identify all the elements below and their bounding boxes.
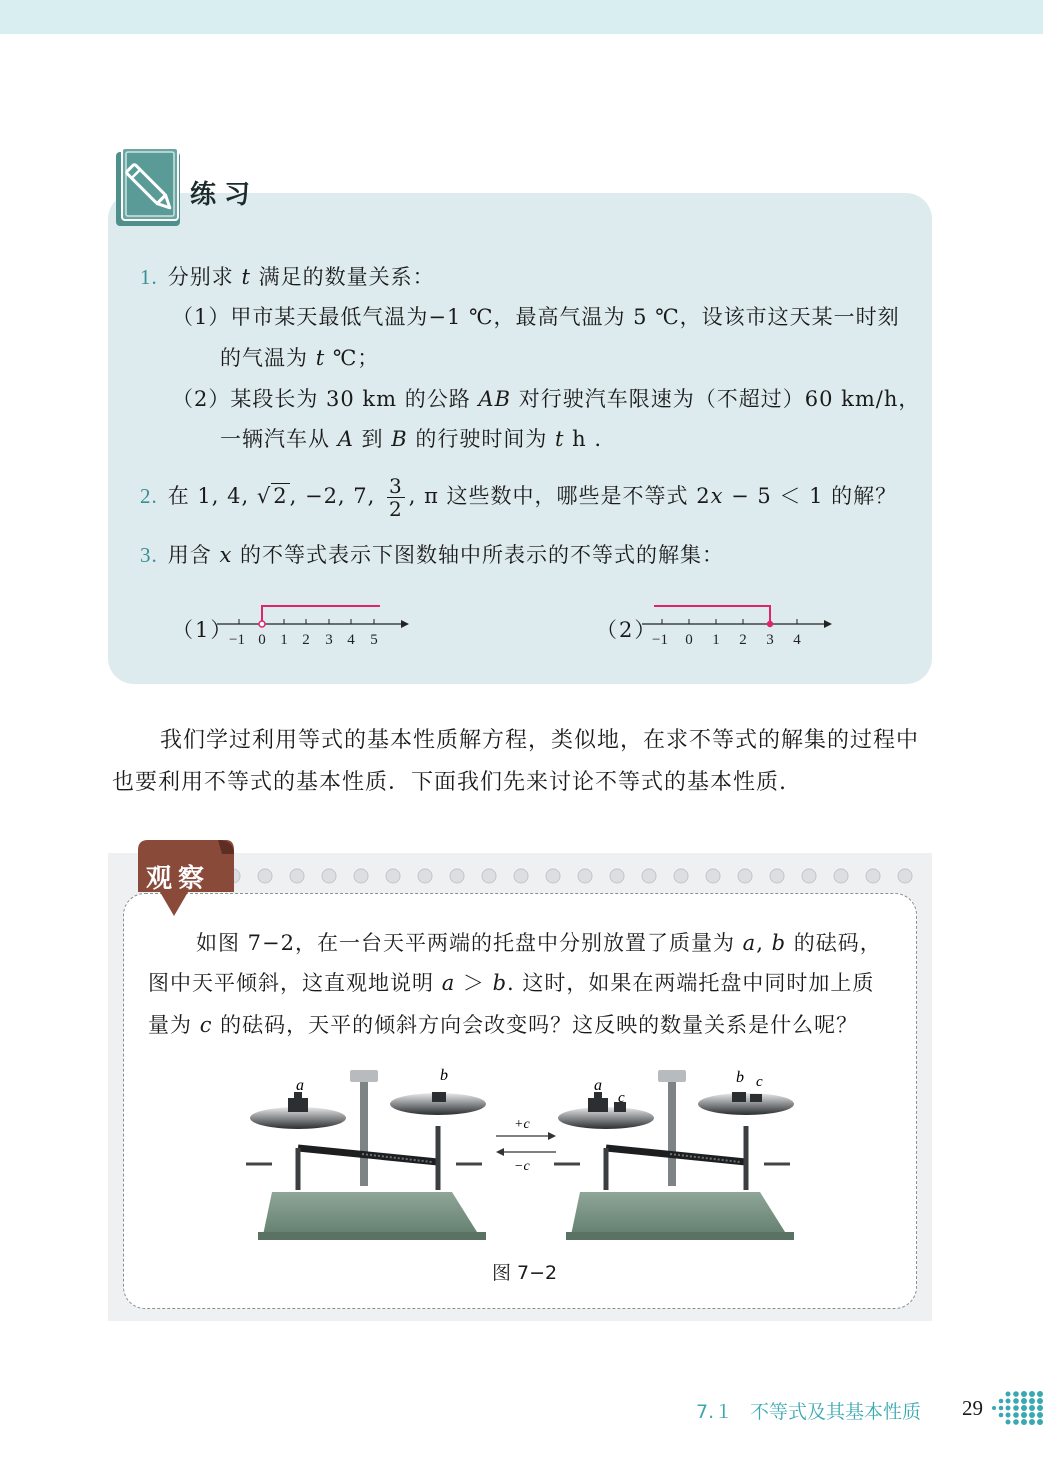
text: 满足的数量关系： (250, 265, 435, 289)
question-2 (140, 468, 897, 524)
var-c: c (199, 1013, 213, 1037)
text: , π 这些数中，哪些是不等式 2 (408, 484, 711, 508)
var-t: t (241, 265, 251, 289)
question-3 (140, 540, 724, 570)
tick-label: 0 (685, 632, 693, 648)
var-A: A (337, 427, 354, 451)
numberline-2-label: （2） (596, 618, 658, 642)
practice-title: 练习 (190, 180, 259, 210)
weight-label-c: c (618, 1090, 625, 1106)
var-x: x (710, 484, 724, 508)
balance-scale-left (246, 1067, 486, 1240)
weight-label-b: b (440, 1067, 448, 1084)
text: 分别求 (167, 265, 242, 289)
footer-section-title: 不等式及其基本性质 (750, 1401, 922, 1423)
text: − 5 ＜ 1 的解？ (723, 484, 898, 508)
text: 的不等式表示下图数轴中所表示的不等式的解集： (232, 543, 724, 567)
weight-label-c: c (756, 1074, 763, 1090)
question-number: 1. (140, 265, 158, 289)
tick-label: 2 (302, 632, 310, 648)
balance-scale-right (554, 1069, 794, 1240)
var-AB: AB (478, 387, 512, 411)
tick-label: −1 (229, 632, 245, 648)
var-a: a (742, 931, 757, 955)
observe-line-1 (196, 928, 882, 958)
text: , (756, 931, 772, 955)
sqrt-expression: √2 (256, 484, 288, 508)
arrow-label-minus-c: −c (514, 1159, 530, 1174)
closed-dot (767, 621, 773, 627)
text: 到 (353, 427, 392, 451)
text: 对行驶汽车限速为（不超过）60 km/h， (511, 387, 921, 411)
tick-label: 2 (739, 632, 747, 648)
open-dot (259, 621, 265, 627)
tick-label: 5 (370, 632, 378, 648)
text: . 这时，如果在两端托盘中同时加上质 (507, 971, 875, 995)
var-t: t (315, 346, 326, 370)
text: 的砝码， (786, 931, 882, 955)
figure-caption: 图 7−2 (492, 1262, 558, 1284)
var-x: x (219, 543, 233, 567)
text: , −2, 7, (289, 484, 383, 508)
text: （1）甲市某天最低气温为−1 ℃，最高气温为 5 ℃，设该市这天某一时刻 (172, 305, 900, 329)
question-1-part-1-line-2 (220, 343, 379, 373)
text: 一辆汽车从 (220, 427, 338, 451)
sqrt-radicand: 2 (273, 484, 288, 508)
weight-label-b: b (736, 1069, 744, 1086)
tick-label: 3 (766, 632, 774, 648)
numberline-2-solution-ray (654, 606, 770, 624)
observe-line-3 (148, 1010, 858, 1040)
text: 如图 7−2，在一台天平两端的托盘中分别放置了质量为 (196, 931, 743, 955)
observe-line-2 (148, 968, 874, 998)
observe-title: 观察 (146, 864, 211, 894)
text: 的气温为 (220, 346, 316, 370)
text: ＞ (455, 971, 493, 995)
text: （2）某段长为 30 km 的公路 (172, 387, 479, 411)
numberline-2 (640, 598, 835, 650)
numberline-1-label: （1） (172, 618, 234, 642)
tick-label: 4 (793, 632, 801, 648)
footer-section-number: 7.１ (696, 1401, 734, 1423)
tick-label: 1 (712, 632, 720, 648)
text: 在 1, 4, (167, 484, 257, 508)
var-t: t (555, 427, 565, 451)
tick-label: 0 (258, 632, 266, 648)
tick-label: 1 (280, 632, 288, 648)
tick-label: −1 (652, 632, 668, 648)
numberline-1-solution-ray (262, 606, 380, 624)
text: 量为 (148, 1013, 200, 1037)
transform-arrows (496, 1117, 556, 1174)
text: 用含 (167, 543, 220, 567)
top-band (0, 0, 1043, 34)
fraction (387, 475, 405, 520)
page-number: 29 (962, 1396, 983, 1420)
question-1-part-2-line-2 (220, 424, 602, 454)
numberline-2-ticks (662, 619, 797, 624)
text: h . (564, 427, 603, 451)
question-number: 3. (140, 543, 158, 567)
var-B: B (391, 427, 408, 451)
text: ℃； (325, 346, 380, 370)
question-1-part-2-line-1 (172, 384, 920, 414)
fraction-numerator: 3 (389, 474, 403, 498)
arrow-label-plus-c: +c (514, 1117, 530, 1132)
tick-label: 4 (347, 632, 355, 648)
weight-label-a: a (296, 1077, 304, 1094)
numberline-1 (215, 598, 410, 650)
question-1-stem (140, 262, 435, 292)
body-paragraph-line-1: 我们学过利用等式的基本性质解方程，类似地，在求不等式的解集的过程中 (160, 728, 920, 753)
pencil-notebook-icon (114, 146, 184, 228)
var-a: a (441, 971, 456, 995)
fraction-denominator: 2 (389, 497, 403, 521)
text: 图中天平倾斜，这直观地说明 (148, 971, 442, 995)
question-number: 2. (140, 484, 158, 508)
weight-label-a: a (594, 1077, 602, 1094)
var-b: b (492, 971, 508, 995)
text: 的行驶时间为 (407, 427, 556, 451)
balance-scales-figure (242, 1064, 802, 1244)
question-1-part-1-line-1 (172, 302, 900, 332)
binder-holes (215, 866, 915, 886)
text: 的砝码，天平的倾斜方向会改变吗？这反映的数量关系是什么呢？ (212, 1013, 859, 1037)
tick-label: 3 (325, 632, 333, 648)
var-b: b (771, 931, 787, 955)
body-paragraph-line-2: 也要利用不等式的基本性质．下面我们先来讨论不等式的基本性质. (112, 770, 787, 795)
dot-pattern-decoration (990, 1388, 1043, 1428)
